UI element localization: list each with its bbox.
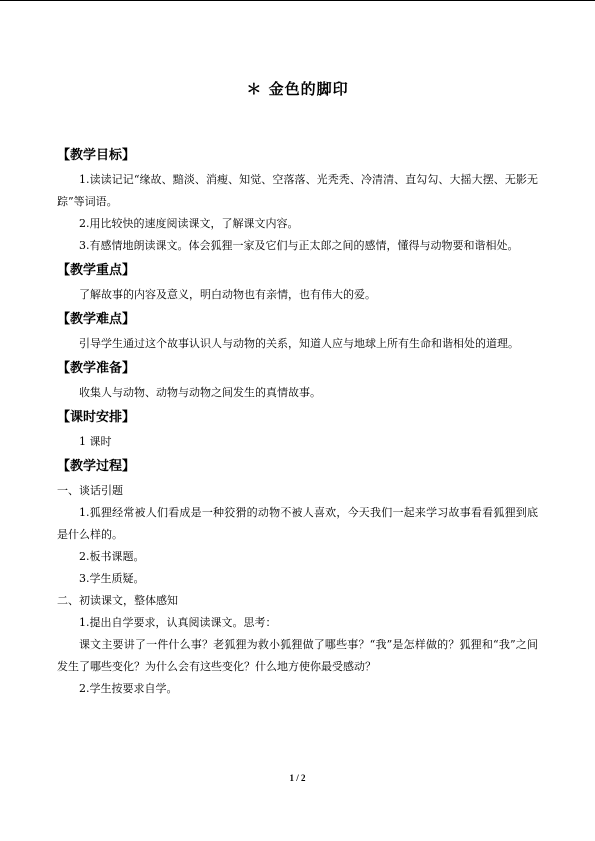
section-heading-process: 【教学过程】 bbox=[57, 459, 136, 474]
process-part1-item-2: 2.板书课题。 bbox=[79, 550, 145, 563]
process-part1-item-3: 3.学生质疑。 bbox=[79, 572, 145, 585]
key-points-text: 了解故事的内容及意义，明白动物也有亲情，也有伟大的爱。 bbox=[79, 288, 376, 301]
goal-item-3: 3.有感情地朗读课文。体会狐狸一家及它们与正太郎之间的感情，懂得与动物要和谐相处。 bbox=[79, 239, 519, 252]
section-heading-preparation: 【教学准备】 bbox=[57, 361, 136, 376]
header-rule bbox=[0, 0, 595, 1]
process-part2-title: 二、初读课文，整体感知 bbox=[57, 594, 178, 607]
difficulties-text: 引导学生通过这个故事认识人与动物的关系，知道人应与地球上所有生命和谐相处的道理。 bbox=[79, 337, 519, 350]
schedule-text: 1 课时 bbox=[79, 435, 112, 448]
process-part1-title: 一、谈话引题 bbox=[57, 484, 123, 497]
section-heading-difficulties: 【教学难点】 bbox=[57, 312, 136, 327]
section-heading-goals: 【教学目标】 bbox=[57, 148, 136, 163]
process-part1-item-1: 1.狐狸经常被人们看成是一种狡猾的动物不被人喜欢，今天我们一起来学习故事看看狐狸到底是什么样的。 bbox=[57, 506, 538, 541]
goal-item-2: 2.用比较快的速度阅读课文，了解课文内容。 bbox=[79, 217, 299, 230]
page-number: 1 / 2 bbox=[289, 773, 306, 783]
process-part2-item-1: 1.提出自学要求，认真阅读课文。思考： bbox=[79, 616, 277, 629]
document-body bbox=[57, 142, 538, 700]
section-heading-schedule: 【课时安排】 bbox=[57, 410, 136, 425]
preparation-text: 收集人与动物、动物与动物之间发生的真情故事。 bbox=[79, 386, 321, 399]
process-part2-item-2: 课文主要讲了一件什么事？老狐狸为救小狐狸做了哪些事？“我”是怎样做的？狐狸和“我”之间发生了哪些变化？为什么会有这些变化？什么地方使你最受感动？ bbox=[57, 638, 538, 673]
section-heading-key-points: 【教学重点】 bbox=[57, 263, 136, 278]
goal-item-1: 1.读读记记“缘故、黯淡、消瘦、知觉、空落落、光秃秃、冷清清、直勾勾、大摇大摆、无影无踪”等词语。 bbox=[57, 173, 538, 208]
process-part2-item-3: 2.学生按要求自学。 bbox=[79, 682, 178, 695]
page-title: ＊ 金色的脚印 bbox=[246, 80, 349, 98]
